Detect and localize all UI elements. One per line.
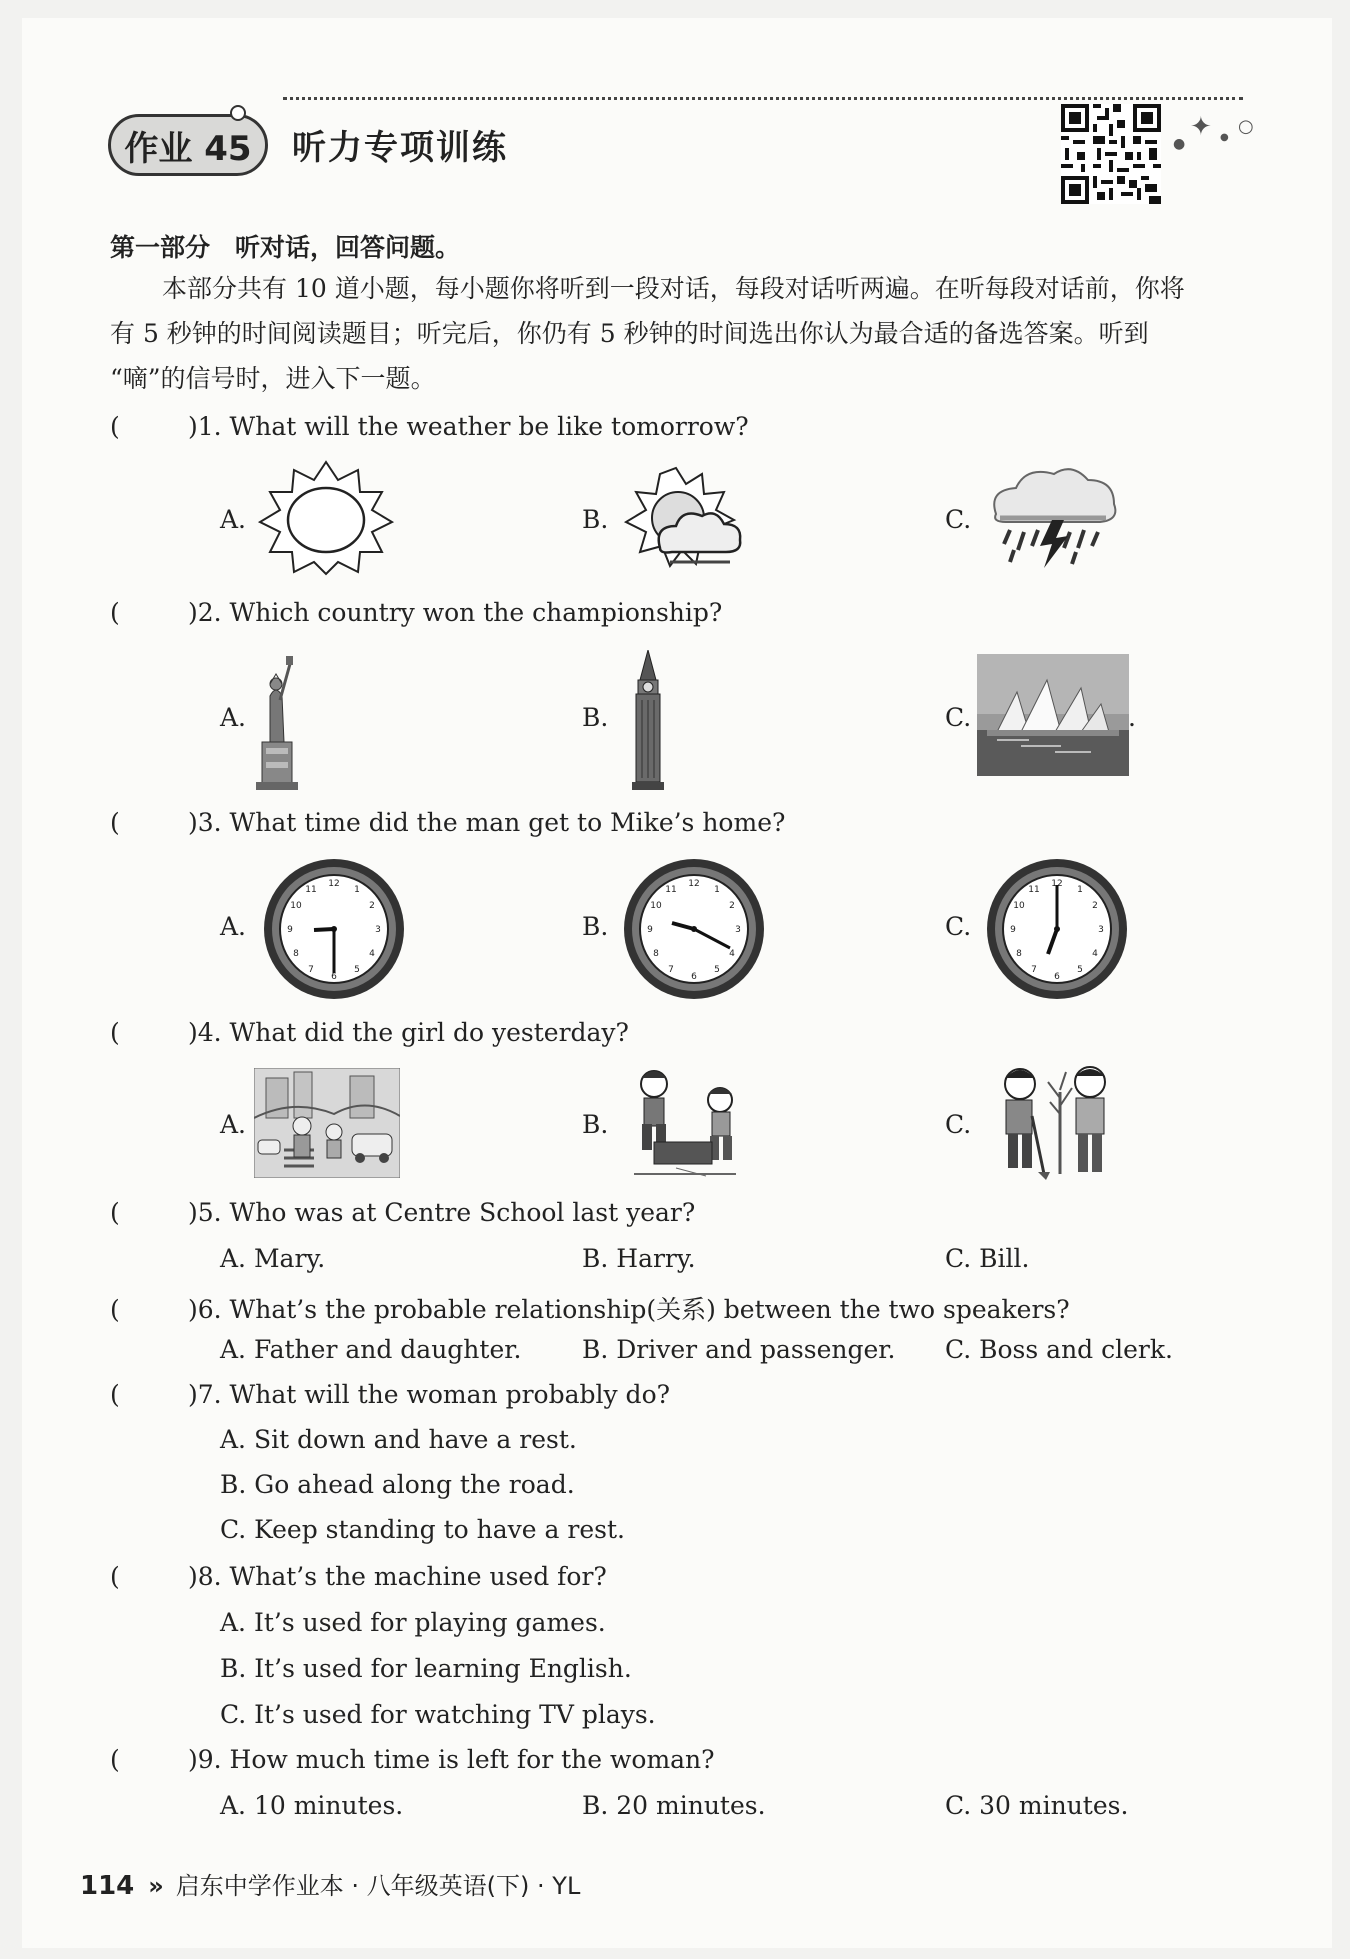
q2-option-a[interactable]: A. (220, 703, 247, 732)
svg-text:9: 9 (287, 925, 293, 935)
clock-icon (262, 858, 406, 1000)
svg-text:1: 1 (714, 885, 720, 895)
section-title: 第一部分 听对话，回答问题。 (110, 233, 461, 262)
q7-option-c[interactable]: C. Keep standing to have a rest. (220, 1515, 625, 1544)
svg-text:12: 12 (328, 879, 340, 889)
q1-option-c[interactable]: C. (945, 505, 972, 534)
question-text: )6. What’s the probable relationship(关系) between the two speakers? (188, 1295, 1070, 1324)
question-2 (110, 598, 722, 627)
q6-option-c[interactable]: C. Boss and clerk. (945, 1335, 1173, 1364)
answer-blank-4[interactable]: ( (110, 1018, 120, 1047)
question-6 (110, 1290, 1070, 1326)
svg-text:8: 8 (1016, 949, 1022, 959)
sparkle-dot-icon: ● (1173, 136, 1186, 152)
sparkle-small-dot-icon: ● (1220, 132, 1229, 143)
svg-text:12: 12 (688, 879, 700, 889)
q6-option-a[interactable]: A. Father and daughter. (220, 1335, 522, 1364)
svg-text:6: 6 (1054, 972, 1060, 982)
q5-option-b[interactable]: B. Harry. (582, 1244, 696, 1273)
dot-mark: . (1128, 703, 1136, 732)
sun-icon (254, 458, 398, 576)
q8-option-b[interactable]: B. It’s used for learning English. (220, 1654, 632, 1683)
svg-text:2: 2 (729, 901, 735, 911)
clock-icon (985, 858, 1129, 1000)
question-5 (110, 1198, 695, 1227)
q2-option-c[interactable]: C. (945, 703, 972, 732)
svg-text:3: 3 (1098, 925, 1104, 935)
q4-option-c[interactable]: C. (945, 1110, 972, 1139)
instruction-line-3: “嘀”的信号时，进入下一题。 (110, 364, 436, 393)
instruction-line-2: 有 5 秒钟的时间阅读题目；听完后，你仍有 5 秒钟的时间选出你认为最合适的备选答案。听到 (110, 319, 1149, 348)
svg-text:7: 7 (308, 965, 314, 975)
question-9 (110, 1745, 715, 1774)
q1-option-b[interactable]: B. (582, 505, 609, 534)
question-text: )5. Who was at Centre School last year? (188, 1198, 696, 1227)
sun-cloud-icon (620, 462, 752, 574)
statue-of-liberty-icon (252, 644, 302, 790)
q5-option-c[interactable]: C. Bill. (945, 1244, 1030, 1273)
street-scene-icon (254, 1068, 400, 1178)
sydney-opera-house-icon (977, 654, 1129, 776)
svg-text:5: 5 (714, 965, 720, 975)
answer-blank-1[interactable]: ( (110, 412, 120, 441)
q9-option-c[interactable]: C. 30 minutes. (945, 1791, 1129, 1820)
book-title: 启东中学作业本 · 八年级英语(下) · YL (175, 1872, 581, 1900)
answer-blank-8[interactable]: ( (110, 1562, 120, 1591)
question-8 (110, 1562, 607, 1591)
svg-text:9: 9 (1010, 925, 1016, 935)
svg-text:6: 6 (331, 972, 337, 982)
svg-text:4: 4 (1092, 949, 1098, 959)
question-text: )8. What’s the machine used for? (188, 1562, 607, 1591)
question-7 (110, 1380, 670, 1409)
question-text: )9. How much time is left for the woman? (188, 1745, 715, 1774)
page-title: 听力专项训练 (292, 128, 508, 168)
svg-text:3: 3 (735, 925, 741, 935)
tree-planting-icon (978, 1062, 1124, 1184)
answer-blank-5[interactable]: ( (110, 1198, 120, 1227)
q7-option-a[interactable]: A. Sit down and have a rest. (220, 1425, 577, 1454)
q8-option-c[interactable]: C. It’s used for watching TV plays. (220, 1700, 656, 1729)
answer-blank-3[interactable]: ( (110, 808, 120, 837)
double-chevron-icon: » (148, 1872, 164, 1900)
q9-option-a[interactable]: A. 10 minutes. (220, 1791, 404, 1820)
svg-text:10: 10 (1013, 901, 1025, 911)
sparkle-star-icon: ✦ (1190, 112, 1212, 142)
question-text: )7. What will the woman probably do? (188, 1380, 671, 1409)
qr-code-icon[interactable] (1060, 104, 1162, 204)
svg-text:12: 12 (1051, 879, 1063, 889)
svg-text:5: 5 (1077, 965, 1083, 975)
svg-text:11: 11 (1028, 885, 1040, 895)
page-number: 114 (80, 1871, 135, 1901)
q8-option-a[interactable]: A. It’s used for playing games. (220, 1608, 606, 1637)
svg-text:2: 2 (1092, 901, 1098, 911)
question-3 (110, 808, 785, 837)
q3-option-b[interactable]: B. (582, 912, 609, 941)
q9-option-b[interactable]: B. 20 minutes. (582, 1791, 766, 1820)
question-text: )1. What will the weather be like tomorrow? (188, 412, 749, 441)
svg-text:4: 4 (729, 949, 735, 959)
q4-option-b[interactable]: B. (582, 1110, 609, 1139)
svg-text:4: 4 (369, 949, 375, 959)
page-footer (80, 1866, 580, 1901)
q1-option-a[interactable]: A. (220, 505, 247, 534)
svg-text:7: 7 (668, 965, 674, 975)
answer-blank-7[interactable]: ( (110, 1380, 120, 1409)
svg-text:11: 11 (665, 885, 677, 895)
q4-option-a[interactable]: A. (220, 1110, 247, 1139)
thunderstorm-icon (982, 462, 1122, 570)
svg-text:10: 10 (290, 901, 302, 911)
question-4 (110, 1018, 629, 1047)
svg-text:9: 9 (647, 925, 653, 935)
q3-option-c[interactable]: C. (945, 912, 972, 941)
svg-text:1: 1 (354, 885, 360, 895)
sparkle-ring-icon: ○ (1238, 116, 1254, 137)
question-text: )3. What time did the man get to Mike’s home? (188, 808, 786, 837)
children-working-icon (616, 1064, 752, 1182)
svg-text:6: 6 (691, 972, 697, 982)
answer-blank-6[interactable]: ( (110, 1295, 120, 1324)
svg-text:2: 2 (369, 901, 375, 911)
q6-option-b[interactable]: B. Driver and passenger. (582, 1335, 896, 1364)
svg-text:8: 8 (293, 949, 299, 959)
big-ben-icon (626, 650, 670, 790)
question-text: )2. Which country won the championship? (188, 598, 723, 627)
answer-blank-2[interactable]: ( (110, 598, 120, 627)
badge-dot (230, 105, 246, 121)
svg-text:3: 3 (375, 925, 381, 935)
answer-blank-9[interactable]: ( (110, 1745, 120, 1774)
q7-option-b[interactable]: B. Go ahead along the road. (220, 1470, 575, 1499)
header-dotted-line (283, 97, 1243, 100)
q2-option-b[interactable]: B. (582, 703, 609, 732)
svg-text:8: 8 (653, 949, 659, 959)
svg-text:10: 10 (650, 901, 662, 911)
q5-option-a[interactable]: A. Mary. (220, 1244, 326, 1273)
q3-option-a[interactable]: A. (220, 912, 247, 941)
instruction-line-1: 本部分共有 10 道小题，每小题你将听到一段对话，每段对话听两遍。在听每段对话前，你将 (162, 274, 1185, 303)
svg-text:1: 1 (1077, 885, 1083, 895)
svg-text:11: 11 (305, 885, 317, 895)
svg-text:7: 7 (1031, 965, 1037, 975)
question-text: )4. What did the girl do yesterday? (188, 1018, 629, 1047)
svg-text:5: 5 (354, 965, 360, 975)
clock-icon (622, 858, 766, 1000)
question-1 (110, 412, 749, 441)
homework-badge: 作业 45 (108, 114, 268, 176)
